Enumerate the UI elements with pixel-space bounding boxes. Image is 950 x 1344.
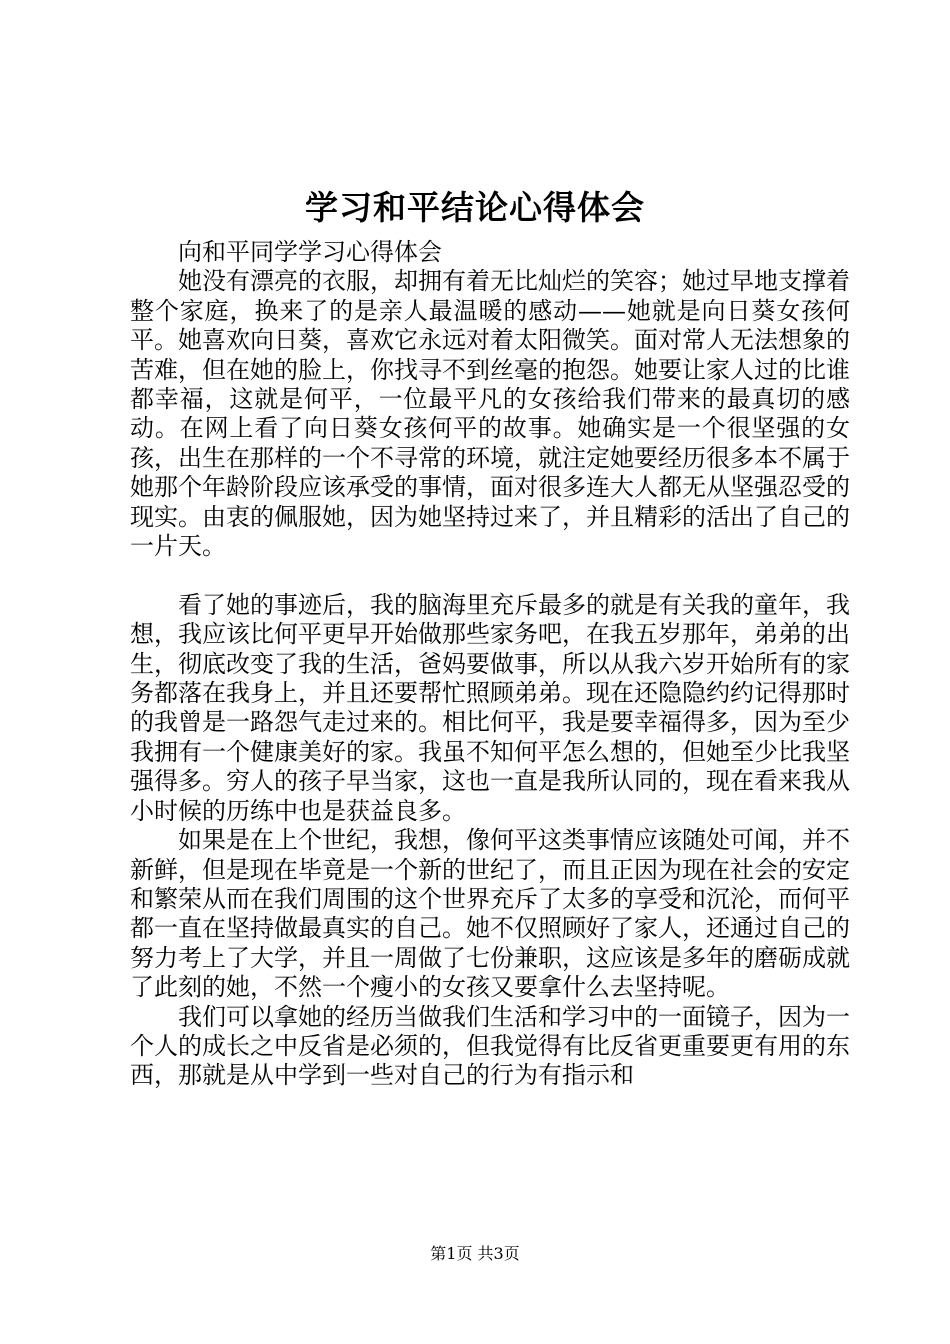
paragraph-4: 我们可以拿她的经历当做我们生活和学习中的一面镜子，因为一个人的成长之中反省是必须的，但我觉得有比反省更重要更有用的东西，那就是从中学到一些对自己的行为有指示和 bbox=[130, 1002, 850, 1090]
paragraph-2: 看了她的事迹后，我的脑海里充斥最多的就是有关我的童年，我想，我应该比何平更早开始做那些家务吧，在我五岁那年，弟弟的出生，彻底改变了我的生活，爸妈要做事，所以从我六岁开始所有的家务都落在我身上，并且还要帮忙照顾弟弟。现在还隐隐约约记得那时的我曾是一路怨气走过来的。相比何平，我是要幸福得多，因为至少我拥有一个健康美好的家。我虽不知何平怎么想的，但她至少比我坚强得多。穷人的孩子早当家，这也一直是我所认同的，现在看来我从小时候的历练中也是获益良多。 bbox=[130, 590, 850, 825]
document-body bbox=[130, 238, 850, 1091]
document-title: 学习和平结论心得体会 bbox=[305, 188, 645, 227]
paragraph-1: 她没有漂亮的衣服，却拥有着无比灿烂的笑容；她过早地支撑着整个家庭，换来了的是亲人最温暖的感动——她就是向日葵女孩何平。她喜欢向日葵，喜欢它永远对着太阳微笑。面对常人无法想象的苦难，但在她的脸上，你找寻不到丝毫的抱怨。她要让家人过的比谁都幸福，这就是何平，一位最平凡的女孩给我们带来的最真切的感动。在网上看了向日葵女孩何平的故事。她确实是一个很坚强的女孩，出生在那样的一个不寻常的环境，就注定她要经历很多本不属于她那个年龄阶段应该承受的事情，面对很多连大人都无从坚强忍受的现实。由衷的佩服她，因为她坚持过来了，并且精彩的活出了自己的一片天。 bbox=[130, 267, 850, 561]
subtitle-line: 向和平同学学习心得体会 bbox=[178, 238, 442, 266]
page-number-footer: 第1页 共3页 bbox=[430, 1244, 520, 1263]
paragraph-3: 如果是在上个世纪，我想，像何平这类事情应该随处可闻，并不新鲜，但是现在毕竟是一个新的世纪了，而且正因为现在社会的安定和繁荣从而在我们周围的这个世界充斥了太多的享受和沉沦，而何平都一直在坚持做最真实的自己。她不仅照顾好了家人，还通过自己的努力考上了大学，并且一周做了七份兼职，这应该是多年的磨砺成就了此刻的她，不然一个瘦小的女孩又要拿什么去坚持呢。 bbox=[130, 826, 850, 1002]
